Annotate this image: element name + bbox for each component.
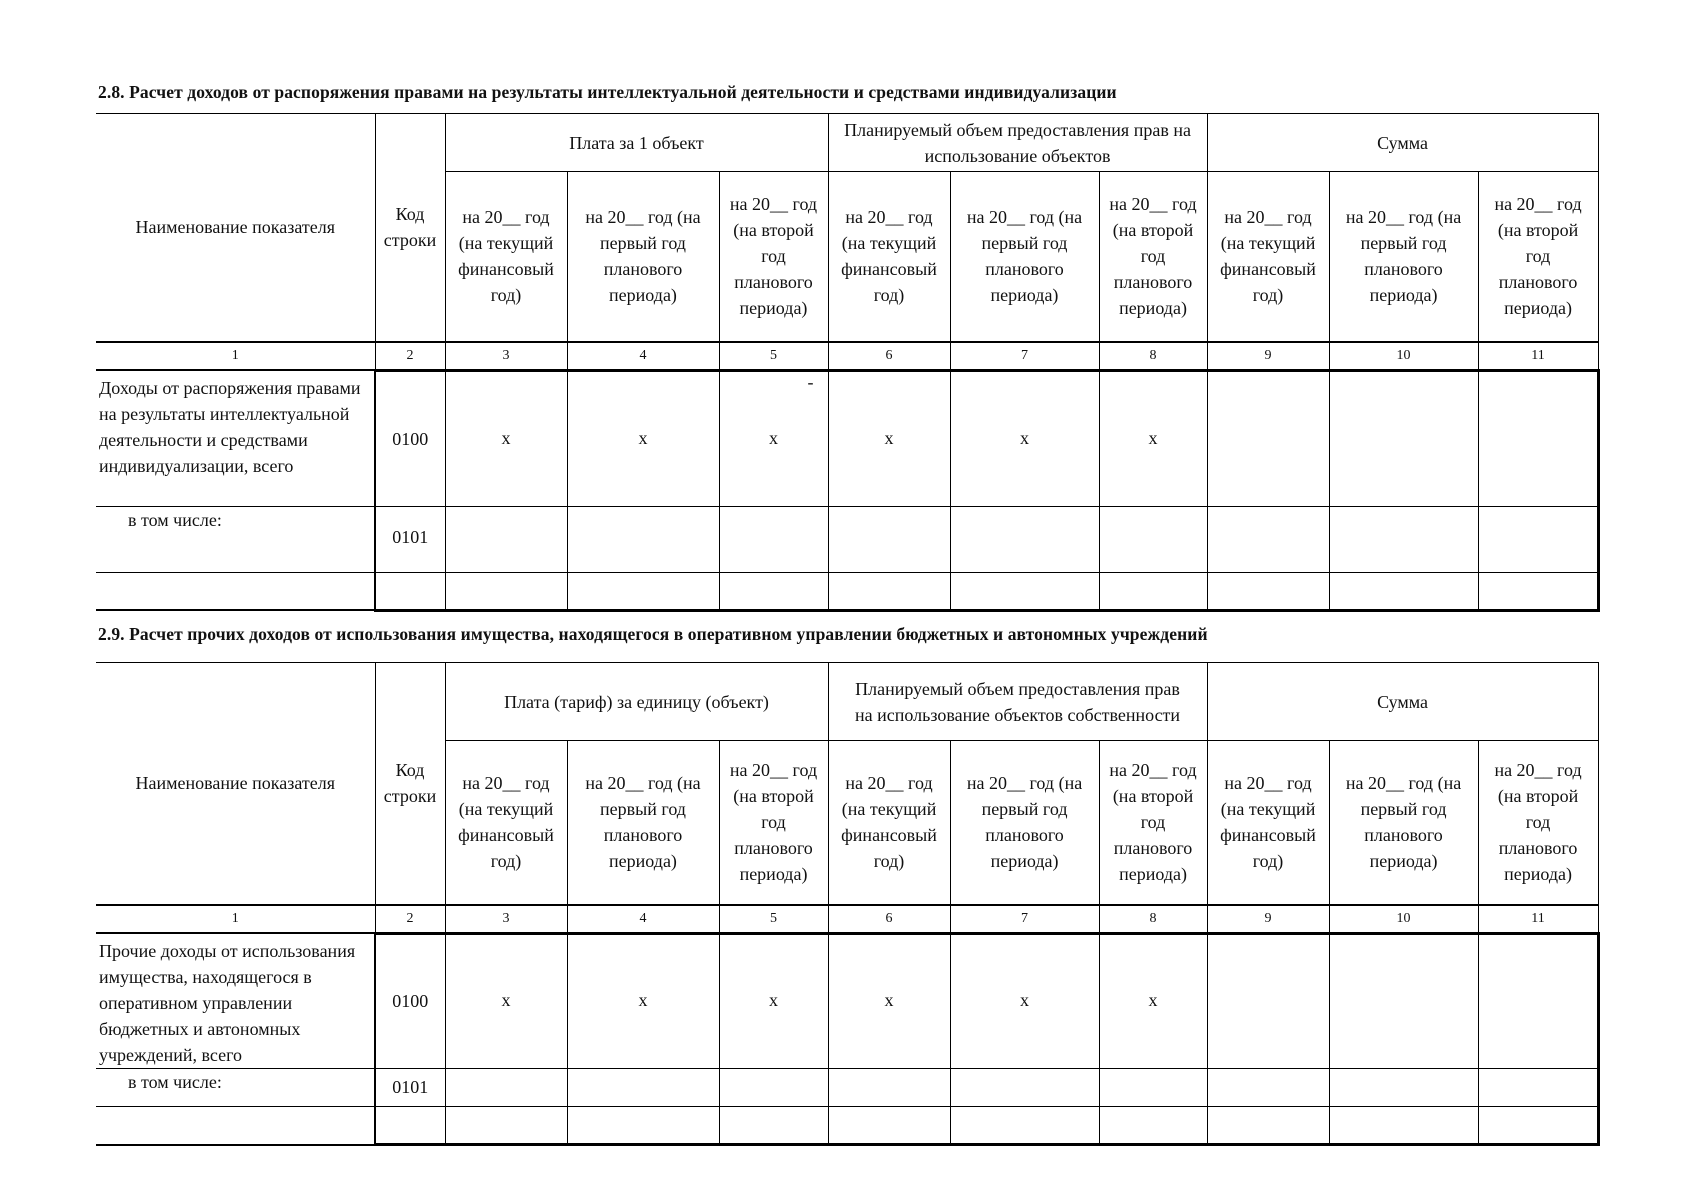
- row-empty-code[interactable]: [375, 572, 445, 610]
- table-row-total: [96, 933, 1598, 1069]
- cell-sum-current[interactable]: [1207, 933, 1329, 1069]
- cell[interactable]: [1207, 1107, 1329, 1145]
- cell[interactable]: [1099, 506, 1207, 572]
- cell[interactable]: [1329, 572, 1478, 610]
- section-2-9-title: 2.9. Расчет прочих доходов от использования имущества, находящегося в оперативном управлении бюджетных и автономных учреждений: [98, 624, 1208, 644]
- cell[interactable]: [719, 572, 828, 610]
- header-current-year: на 20__ год (на текущий финансовый год): [1207, 172, 1329, 342]
- cell-x[interactable]: х: [828, 370, 950, 506]
- row-empty-name[interactable]: [96, 1107, 375, 1145]
- col-number: 5: [719, 342, 828, 371]
- col-number: 11: [1478, 342, 1598, 371]
- header-current-year: на 20__ год (на текущий финансовый год): [445, 172, 567, 342]
- cell[interactable]: [828, 1069, 950, 1107]
- col-number: 6: [828, 342, 950, 371]
- row-total-code[interactable]: 0100: [375, 933, 445, 1069]
- table-2-9: [96, 662, 1600, 1146]
- cell-x[interactable]: х: [828, 933, 950, 1069]
- table-row-empty: [96, 572, 1598, 610]
- row-empty-code[interactable]: [375, 1107, 445, 1145]
- cell[interactable]: [950, 506, 1099, 572]
- table-2-8: [96, 113, 1600, 612]
- cell-x[interactable]: х: [567, 370, 719, 506]
- cell[interactable]: [950, 572, 1099, 610]
- cell[interactable]: [828, 506, 950, 572]
- cell-sum-first[interactable]: [1329, 370, 1478, 506]
- col-number: 5: [719, 905, 828, 934]
- col-number: 3: [445, 342, 567, 371]
- header-code: Код строки: [375, 114, 445, 342]
- cell-sum-first[interactable]: [1329, 933, 1478, 1069]
- cell[interactable]: [1207, 572, 1329, 610]
- cell[interactable]: [1478, 572, 1598, 610]
- header-first-plan-year: на 20__ год (на первый год планового периода): [1329, 172, 1478, 342]
- cell-x[interactable]: х: [1099, 370, 1207, 506]
- cell[interactable]: [1478, 1069, 1598, 1107]
- header-group-tariff: Плата (тариф) за единицу (объект): [445, 663, 828, 741]
- header-group-fee: Плата за 1 объект: [445, 114, 828, 172]
- row-incl-code[interactable]: 0101: [375, 506, 445, 572]
- cell[interactable]: [445, 506, 567, 572]
- cell-x[interactable]: х: [445, 933, 567, 1069]
- cell-sum-second[interactable]: [1478, 933, 1598, 1069]
- header-first-plan-year: на 20__ год (на первый год планового периода): [567, 741, 719, 905]
- cell[interactable]: [567, 506, 719, 572]
- cell-sum-current[interactable]: [1207, 370, 1329, 506]
- row-total-name: Доходы от распоряжения правами на результаты интеллектуальной деятельности и средствами индивидуализации, всего: [96, 370, 375, 506]
- col-number: 6: [828, 905, 950, 934]
- cell[interactable]: [1329, 1107, 1478, 1145]
- col-number: 7: [950, 342, 1099, 371]
- col-number: 9: [1207, 905, 1329, 934]
- cell[interactable]: [567, 1107, 719, 1145]
- header-group-volume: Планируемый объем предоставления прав на использование объектов: [828, 114, 1207, 172]
- header-name: Наименование показателя: [96, 114, 375, 342]
- cell-x[interactable]: - х: [719, 370, 828, 506]
- header-code: Код строки: [375, 663, 445, 905]
- cell[interactable]: [828, 572, 950, 610]
- cell[interactable]: [1099, 1107, 1207, 1145]
- cell[interactable]: [1207, 1069, 1329, 1107]
- header-second-plan-year: на 20__ год (на второй год планового периода): [1478, 172, 1598, 342]
- header-group-volume: Планируемый объем предоставления прав на использование объектов собственности: [828, 663, 1207, 741]
- row-incl-code[interactable]: 0101: [375, 1069, 445, 1107]
- col-number: 3: [445, 905, 567, 934]
- table-row-incl: [96, 506, 1598, 572]
- cell[interactable]: [719, 1107, 828, 1145]
- header-current-year: на 20__ год (на текущий финансовый год): [828, 741, 950, 905]
- header-group-sum: Сумма: [1207, 663, 1598, 741]
- cell-sum-second[interactable]: [1478, 370, 1598, 506]
- header-first-plan-year: на 20__ год (на первый год планового периода): [567, 172, 719, 342]
- header-second-plan-year: на 20__ год (на второй год планового периода): [719, 741, 828, 905]
- cell-x[interactable]: х: [567, 933, 719, 1069]
- col-number: 7: [950, 905, 1099, 934]
- cell[interactable]: [719, 1069, 828, 1107]
- cell[interactable]: [445, 1107, 567, 1145]
- section-2-8-title: 2.8. Расчет доходов от распоряжения правами на результаты интеллектуальной деятельности и средствами индивидуализации: [98, 82, 1117, 102]
- cell-x[interactable]: х: [445, 370, 567, 506]
- header-current-year: на 20__ год (на текущий финансовый год): [445, 741, 567, 905]
- table-row-incl: [96, 1069, 1598, 1107]
- header-first-plan-year: на 20__ год (на первый год планового периода): [950, 741, 1099, 905]
- cell[interactable]: [950, 1107, 1099, 1145]
- cell[interactable]: [567, 572, 719, 610]
- cell-x[interactable]: х: [719, 933, 828, 1069]
- col-number: 2: [375, 905, 445, 934]
- header-second-plan-year: на 20__ год (на второй год планового периода): [1099, 741, 1207, 905]
- header-first-plan-year: на 20__ год (на первый год планового периода): [950, 172, 1099, 342]
- cell[interactable]: [445, 572, 567, 610]
- header-second-plan-year: на 20__ год (на второй год планового периода): [719, 172, 828, 342]
- cell[interactable]: [445, 1069, 567, 1107]
- header-current-year: на 20__ год (на текущий финансовый год): [1207, 741, 1329, 905]
- header-second-plan-year: на 20__ год (на второй год планового периода): [1478, 741, 1598, 905]
- cell[interactable]: [1329, 506, 1478, 572]
- cell[interactable]: [1478, 506, 1598, 572]
- cell-x[interactable]: х: [1099, 933, 1207, 1069]
- col-number: 2: [375, 342, 445, 371]
- row-empty-name[interactable]: [96, 572, 375, 610]
- dash-mark: -: [807, 371, 814, 392]
- row-total-name: Прочие доходы от использования имущества, находящегося в оперативном управлении бюджетных и автономных учреждений, всего: [96, 933, 375, 1069]
- col-number: 8: [1099, 905, 1207, 934]
- col-number: 11: [1478, 905, 1598, 934]
- cell[interactable]: [950, 1069, 1099, 1107]
- cell[interactable]: [1099, 1069, 1207, 1107]
- table-row-empty: [96, 1107, 1598, 1145]
- row-incl-name: в том числе:: [96, 506, 375, 572]
- cell[interactable]: [828, 1107, 950, 1145]
- table-row-total: [96, 370, 1598, 506]
- col-number: 10: [1329, 905, 1478, 934]
- cell[interactable]: [1329, 1069, 1478, 1107]
- cell[interactable]: [567, 1069, 719, 1107]
- col-number: 4: [567, 905, 719, 934]
- col-number: 8: [1099, 342, 1207, 371]
- col-number: 10: [1329, 342, 1478, 371]
- header-name: Наименование показателя: [96, 663, 375, 905]
- col-number: 9: [1207, 342, 1329, 371]
- header-first-plan-year: на 20__ год (на первый год планового периода): [1329, 741, 1478, 905]
- cell[interactable]: [1478, 1107, 1598, 1145]
- col-number: 4: [567, 342, 719, 371]
- header-second-plan-year: на 20__ год (на второй год планового периода): [1099, 172, 1207, 342]
- cell[interactable]: [719, 506, 828, 572]
- row-total-code[interactable]: 0100: [375, 370, 445, 506]
- cell-x[interactable]: х: [950, 933, 1099, 1069]
- col-number: 1: [96, 342, 375, 371]
- header-group-sum: Сумма: [1207, 114, 1598, 172]
- row-incl-name: в том числе:: [96, 1069, 375, 1107]
- header-current-year: на 20__ год (на текущий финансовый год): [828, 172, 950, 342]
- cell[interactable]: [1099, 572, 1207, 610]
- col-number: 1: [96, 905, 375, 934]
- cell-x[interactable]: х: [950, 370, 1099, 506]
- cell[interactable]: [1207, 506, 1329, 572]
